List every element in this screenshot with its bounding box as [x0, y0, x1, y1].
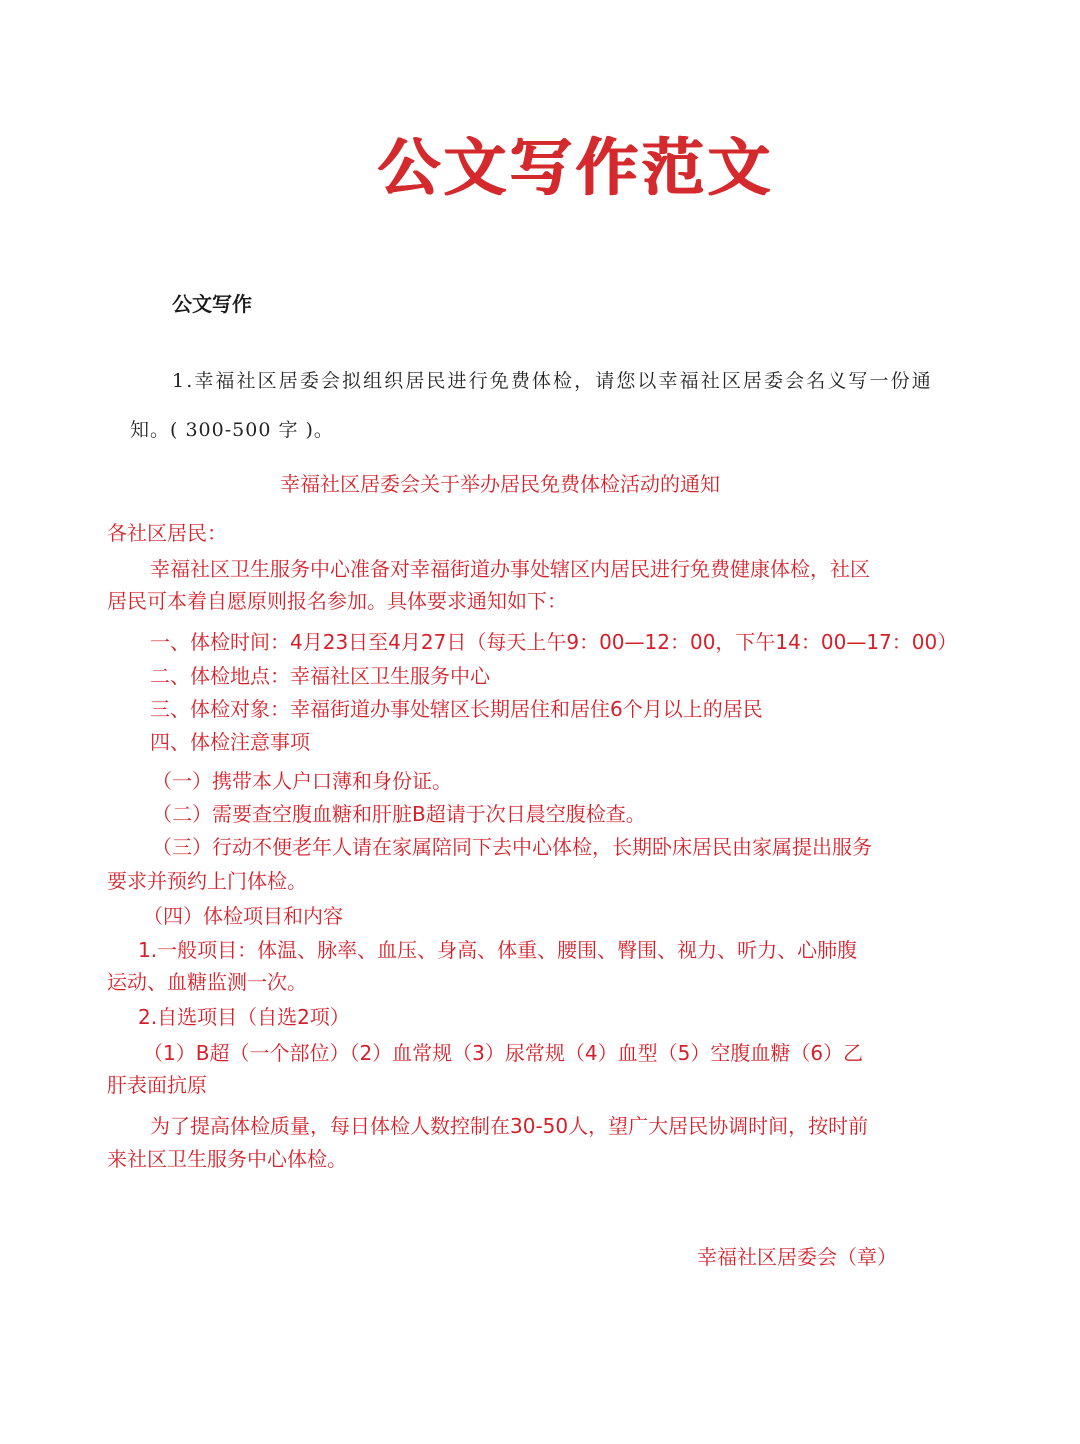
notice-optional-list-line-2: 肝表面抗原 [107, 1073, 207, 1097]
notice-optional-list-line-1: （1）B超（一个部位）（2）血常规（3）尿常规（4）血型（5）空腹血糖（6）乙 [143, 1041, 864, 1065]
notice-item-location: 二、体检地点：幸福社区卫生服务中心 [150, 664, 490, 688]
notice-closing-line-2: 来社区卫生服务中心体检。 [107, 1147, 347, 1171]
notice-sub-item-3-line-1: （三）行动不便老年人请在家属陪同下去中心体检，长期卧床居民由家属提出服务 [152, 835, 872, 859]
question-line-1: 1.幸福社区居委会拟组织居民进行免费体检，请您以幸福社区居委会名义写一份通 [172, 370, 933, 392]
notice-item-time: 一、体检时间：4月23日至4月27日（每天上午9：00—12：00，下午14：00—17：00） [150, 630, 958, 654]
notice-intro-line-1: 幸福社区卫生服务中心准备对幸福街道办事处辖区内居民进行免费健康体检，社区 [150, 557, 870, 581]
notice-sub-item-4: （四）体检项目和内容 [143, 904, 343, 928]
notice-sub-item-3-line-2: 要求并预约上门体检。 [107, 869, 307, 893]
notice-greeting: 各社区居民： [107, 521, 227, 545]
notice-optional-items: 2.自选项目（自选2项） [138, 1005, 350, 1029]
notice-intro-line-2: 居民可本着自愿原则报名参加。具体要求通知如下： [107, 589, 567, 613]
notice-item-target: 三、体检对象：幸福街道办事处辖区长期居住和居住6个月以上的居民 [150, 697, 763, 721]
notice-title: 幸福社区居委会关于举办居民免费体检活动的通知 [280, 472, 720, 496]
notice-sub-item-1: （一）携带本人户口薄和身份证。 [152, 769, 452, 793]
notice-closing-line-1: 为了提高体检质量，每日体检人数控制在30-50人，望广大居民协调时间，按时前 [150, 1114, 869, 1138]
question-line-2: 知。( 300-500 字 )。 [130, 419, 334, 441]
notice-general-items-line-2: 运动、血糖监测一次。 [107, 970, 307, 994]
page-title: 公文写作范文 [377, 131, 774, 204]
notice-item-precautions: 四、体检注意事项 [150, 730, 310, 754]
notice-general-items-line-1: 1.一般项目：体温、脉率、血压、身高、体重、腰围、臀围、视力、听力、心肺腹 [138, 938, 858, 962]
notice-sub-item-2: （二）需要查空腹血糖和肝脏B超请于次日晨空腹检查。 [152, 802, 646, 826]
notice-signature: 幸福社区居委会（章） [697, 1245, 897, 1269]
section-label: 公文写作 [172, 292, 252, 316]
